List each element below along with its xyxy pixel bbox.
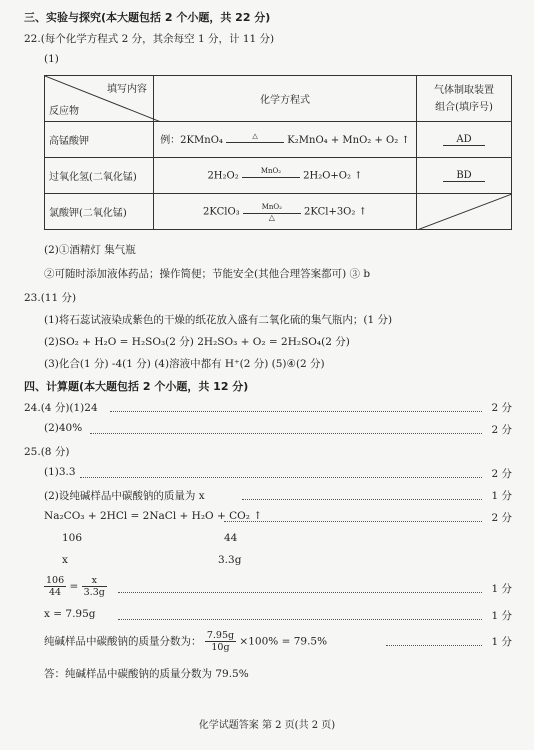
dotted-leader	[224, 521, 482, 522]
device-cell-empty	[417, 194, 512, 230]
device-header-line1: 气体制取装置	[434, 84, 494, 96]
fraction	[44, 575, 66, 598]
reactant-cell: 过氧化氢(二氧化锰)	[45, 158, 154, 194]
q25-line1: (1)3.3	[44, 466, 76, 478]
table-row	[45, 194, 512, 230]
dotted-leader	[118, 592, 482, 593]
eq-right: K₂MnO₄ + MnO₂ + O₂ ↑	[287, 135, 410, 147]
percentage-line	[44, 630, 327, 653]
pct-num: 7.95g	[206, 630, 235, 641]
q22-sub1: (1)	[44, 53, 59, 65]
device-header-line2: 组合(填序号)	[435, 101, 493, 113]
score: 2 分	[491, 402, 512, 414]
fraction	[82, 575, 107, 598]
eq-left: 2KClO₃	[203, 206, 240, 217]
device-cell	[417, 158, 512, 194]
q25-equation: Na₂CO₃ + 2HCl = 2NaCl + H₂O + CO₂ ↑	[44, 510, 263, 522]
result-x: x = 7.95g	[44, 608, 96, 620]
q25-answer: 答：纯碱样品中碳酸钠的质量分数为 79.5%	[44, 668, 249, 680]
eq-right: 2H₂O+O₂ ↑	[303, 170, 363, 181]
table-row	[45, 122, 512, 158]
eq-left: 例：2KMnO₄	[160, 135, 223, 147]
score: 1 分	[491, 636, 512, 648]
q24-line1: 24.(4 分)(1)24	[24, 402, 98, 414]
table-row	[45, 158, 512, 194]
dotted-leader	[110, 411, 482, 412]
pct-prefix: 纯碱样品中碳酸钠的质量分数为：	[44, 635, 202, 648]
variable-x: x	[62, 554, 68, 566]
q25-line2: (2)设纯碱样品中碳酸钠的质量为 x	[44, 490, 205, 502]
corner-bottom-label: 反应物	[49, 106, 79, 117]
score: 1 分	[491, 490, 512, 502]
ratio-den1: 44	[49, 587, 62, 598]
molar-mass-na2co3: 106	[62, 532, 83, 544]
eq-left: 2H₂O₂	[207, 170, 239, 181]
device-answer: AD	[443, 134, 485, 146]
fraction	[205, 630, 236, 653]
q22-sub2-line2: ②可随时添加液体药品；操作简便；节能安全(其他合理答案都可) ③ b	[44, 268, 371, 280]
dotted-leader	[80, 477, 482, 478]
equals-sign: =	[69, 580, 79, 593]
reactant-cell: 高锰酸钾	[45, 122, 154, 158]
page-footer: 化学试题答案 第 2 页(共 2 页)	[198, 720, 336, 731]
table-corner-cell	[45, 76, 154, 122]
eq-right: 2KCl+3O₂ ↑	[304, 206, 367, 217]
ratio-den2: 3.3g	[83, 587, 105, 598]
q23-line1: (1)将石蕊试液染成紫色的干燥的纸花放入盛有二氧化硫的集气瓶内；(1 分)	[44, 314, 393, 326]
pct-den: 10g	[211, 642, 230, 653]
reaction-condition	[226, 131, 284, 148]
dotted-leader	[242, 499, 482, 500]
ratio-equation	[44, 575, 107, 598]
equation-table	[44, 75, 512, 230]
q25-header: 25.(8 分)	[24, 446, 70, 458]
section-3-title: 三、实验与探究(本大题包括 2 个小题，共 22 分)	[24, 11, 271, 24]
mass-co2: 3.3g	[218, 554, 242, 566]
section-4-title: 四、计算题(本大题包括 2 个小题，共 12 分)	[24, 380, 249, 393]
score: 2 分	[491, 468, 512, 480]
dotted-leader	[90, 433, 482, 434]
condition-top: MnO₂	[261, 202, 282, 211]
score: 2 分	[491, 512, 512, 524]
device-cell	[417, 122, 512, 158]
molar-mass-co2: 44	[224, 532, 238, 544]
condition-top: MnO₂	[260, 166, 282, 175]
reaction-condition	[243, 202, 301, 222]
dotted-leader	[118, 619, 482, 620]
q22-sub2-line1: (2)①酒精灯 集气瓶	[44, 244, 136, 256]
device-header	[417, 76, 512, 122]
pct-suffix: ×100% = 79.5%	[239, 635, 328, 648]
score: 1 分	[491, 583, 512, 595]
condition-bottom: △	[268, 212, 275, 222]
equation-header: 化学方程式	[154, 76, 417, 122]
equation-cell	[154, 194, 417, 230]
q23-line2: (2)SO₂ + H₂O = H₂SO₃(2 分) 2H₂SO₃ + O₂ = 2H₂SO₄(2 分)	[44, 336, 350, 348]
ratio-num2: x	[82, 575, 107, 587]
equation-cell	[154, 122, 417, 158]
q23-line3: (3)化合(1 分) -4(1 分) (4)溶液中都有 H⁺(2 分) (5)④(2 分)	[44, 358, 325, 370]
q23-header: 23.(11 分)	[24, 292, 77, 304]
ratio-num1: 106	[46, 575, 65, 586]
dotted-leader	[386, 645, 482, 646]
condition-top: △	[252, 131, 258, 140]
q24-line2: (2)40%	[44, 422, 83, 434]
score: 1 分	[491, 610, 512, 622]
equation-cell	[154, 158, 417, 194]
reaction-condition	[242, 166, 300, 183]
q22-header: 22.(每个化学方程式 2 分，其余每空 1 分，计 11 分)	[24, 33, 275, 45]
empty-cell-diagonal	[417, 194, 512, 230]
reactant-cell: 氯酸钾(二氧化锰)	[45, 194, 154, 230]
score: 2 分	[491, 424, 512, 436]
device-answer: BD	[443, 170, 485, 182]
corner-top-label: 填写内容	[107, 84, 147, 95]
